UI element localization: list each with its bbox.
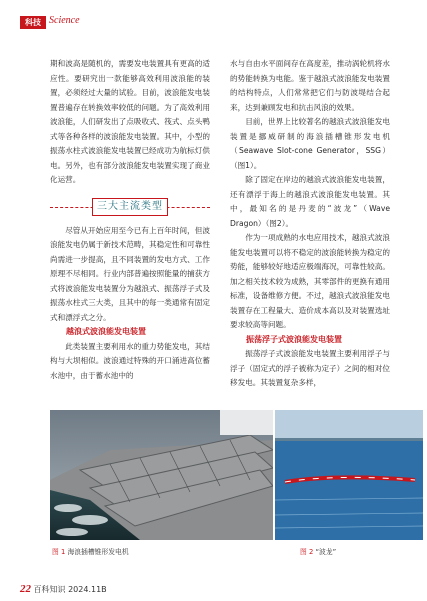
paragraph: 尽管从开始应用至今已有上百年时间，但波浪能发电仍属于新技术范畴，其稳定性和可靠性尚需进一步提高，且不同装置的发电方式、工作原理不尽相同。行业内部普遍按照能量的捕获方式将波浪能发电装置分为越浪式、振荡浮子式及振荡水柱式三大类，且其中的每一类通常有固定式和漂浮式之分。 xyxy=(50,225,210,322)
wave-dragon-illustration xyxy=(275,410,423,540)
page-footer xyxy=(20,583,107,595)
page-number: 22 xyxy=(20,583,31,595)
caption-text: “波龙” xyxy=(315,548,337,556)
section-heading xyxy=(50,198,210,216)
paragraph: 除了固定在岸边的越浪式波浪能发电装置，还有漂浮于海上的越浪式波浪能发电装置。其中，最知名的是丹麦的“波龙”（Wave Dragon）（图2）。 xyxy=(230,175,390,228)
figure-wave-dragon-photo xyxy=(275,410,423,540)
right-column xyxy=(230,57,390,391)
section-title: 三大主流类型 xyxy=(92,198,168,216)
paragraph: 水与自由水平面间存在高度差，推动涡轮机将水的势能转换为电能。鉴于越浪式波浪能发电装置的结构特点，人们常常把它们与防波堤结合起来，达到兼顾发电和抗击风浪的效果。 xyxy=(230,59,390,112)
figure-number: 图 1 xyxy=(52,548,66,556)
section-tag: 科技 xyxy=(20,16,46,29)
paragraph: 此类装置主要利用水的重力势能发电，其结构与大坝相似。波浪通过特殊的开口涌进高位蓄水池中，由于蓄水池中的 xyxy=(50,341,210,380)
paragraph: 期和波高是随机的，需要发电装置具有更高的适应性。要研究出一款能够高效利用波浪能的装置，必须经过大量的试验。目前，波浪能发电装置普遍存在转换效率较低的问题。为了高效利用波浪能，人们研发出了点吸收式、筏式、点头鸭式等各种各样的波浪能发电装置。其中，小型的振荡水柱式波浪能发电装置已经成功为航标灯供电。另外，也有部分波浪能发电装置实现了商业化运营。 xyxy=(50,59,210,184)
subsection-title: 振荡浮子式波浪能发电装置 xyxy=(246,334,342,344)
section-name: Science xyxy=(49,15,80,26)
figure-ssg-photo xyxy=(50,410,273,540)
paragraph: 振荡浮子式波浪能发电装置主要利用浮子与浮子（固定式的浮子被称为定子）之间的相对位移发电。其装置复杂多样， xyxy=(230,349,390,387)
figure-1-caption xyxy=(52,546,129,556)
left-column xyxy=(50,57,210,383)
journal-name: 百科知识 2024.11B xyxy=(33,585,107,594)
paragraph: 目前，世界上比较著名的越浪式波浪能发电装置是挪威研制的海浪插槽锥形发电机（Seawave Slot-cone Generator，SSG）（图1）。 xyxy=(230,117,390,170)
figure-2-caption xyxy=(300,546,336,556)
ssg-illustration xyxy=(50,410,273,540)
caption-text: 海浪插槽锥形发电机 xyxy=(67,548,129,556)
paragraph: 作为一项成熟的水电应用技术，越浪式波浪能发电装置可以将不稳定的波浪能转换为稳定的势能，能够较好地适应极端海况，可靠性较高。加之相关技术较为成熟，其零部件的更换有通用标准，设备维修方便。不过，越浪式波浪能发电装置存在工程量大、造价成本高以及对装置选址要求较高等问题。 xyxy=(230,233,390,329)
subsection-title: 越浪式波浪能发电装置 xyxy=(66,327,146,336)
figure-number: 图 2 xyxy=(300,548,314,556)
